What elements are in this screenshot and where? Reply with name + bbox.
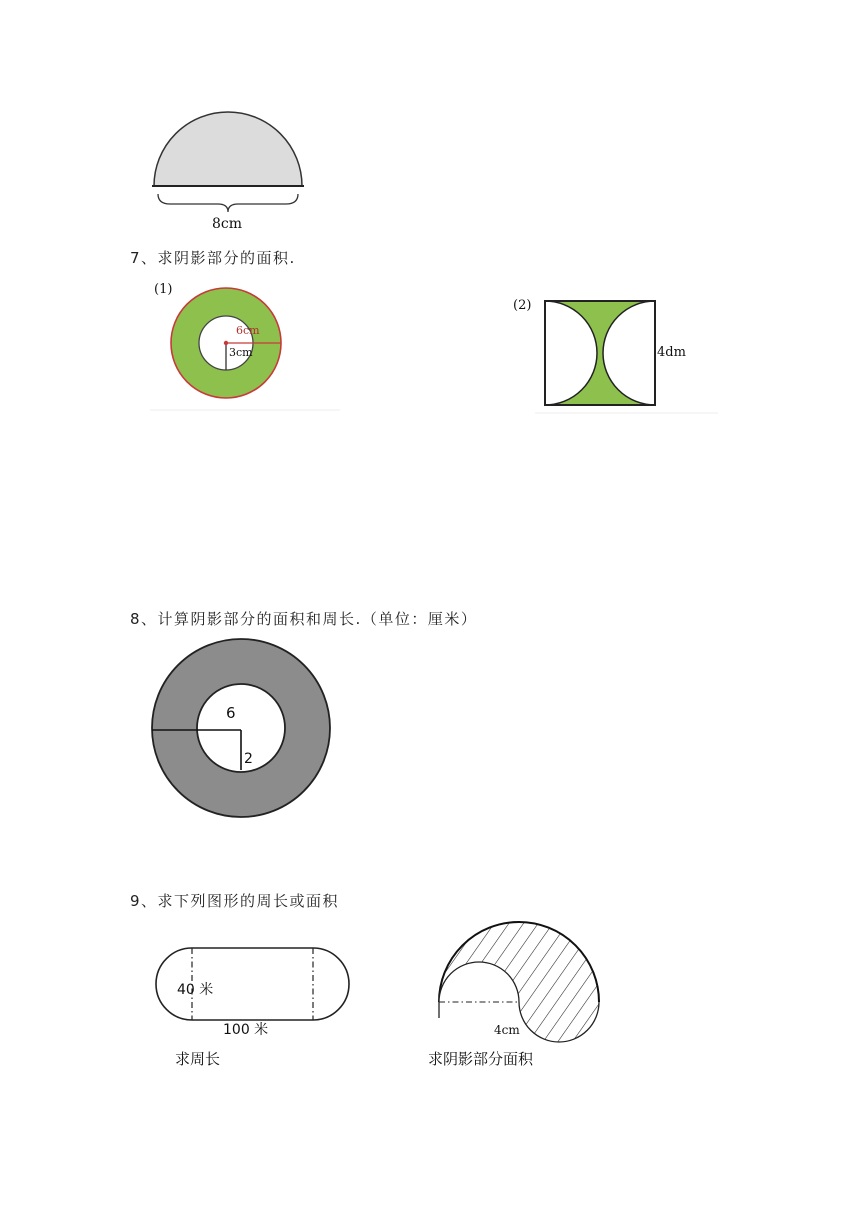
diameter-brace bbox=[158, 194, 298, 212]
q8-label-6: 6 bbox=[226, 704, 236, 722]
q7-fig1-tag: (1) bbox=[154, 282, 173, 297]
q9-hatched-figure bbox=[430, 910, 610, 1050]
q8-annulus-figure bbox=[145, 630, 345, 820]
question-7-title: 7、求阴影部分的面积. bbox=[130, 249, 296, 267]
semicircle-shape bbox=[154, 112, 302, 186]
q9-hatched-caption: 求阴影部分面积 bbox=[428, 1050, 534, 1068]
q7-fig2-tag: (2) bbox=[513, 298, 532, 313]
semicircle-diameter-label: 8cm bbox=[212, 216, 243, 232]
q7-square-side-label: 4dm bbox=[657, 345, 686, 360]
q7-center-dot bbox=[224, 341, 228, 345]
q8-label-2: 2 bbox=[244, 751, 253, 767]
q9-hatched-diameter-label: 4cm bbox=[494, 1023, 520, 1037]
q9-track-length-label: 100 米 bbox=[223, 1022, 269, 1038]
question-9-title: 9、求下列图形的周长或面积 bbox=[130, 892, 340, 910]
q7-inner-radius-label: 3cm bbox=[229, 346, 253, 359]
q9-track-caption: 求周长 bbox=[175, 1050, 221, 1068]
q7-outer-radius-label: 6cm bbox=[236, 324, 260, 337]
q9-track-width-label: 40 米 bbox=[177, 982, 214, 998]
question-8-title: 8、计算阴影部分的面积和周长.（单位：厘米） bbox=[130, 610, 478, 628]
q7-square-figure bbox=[540, 295, 720, 425]
